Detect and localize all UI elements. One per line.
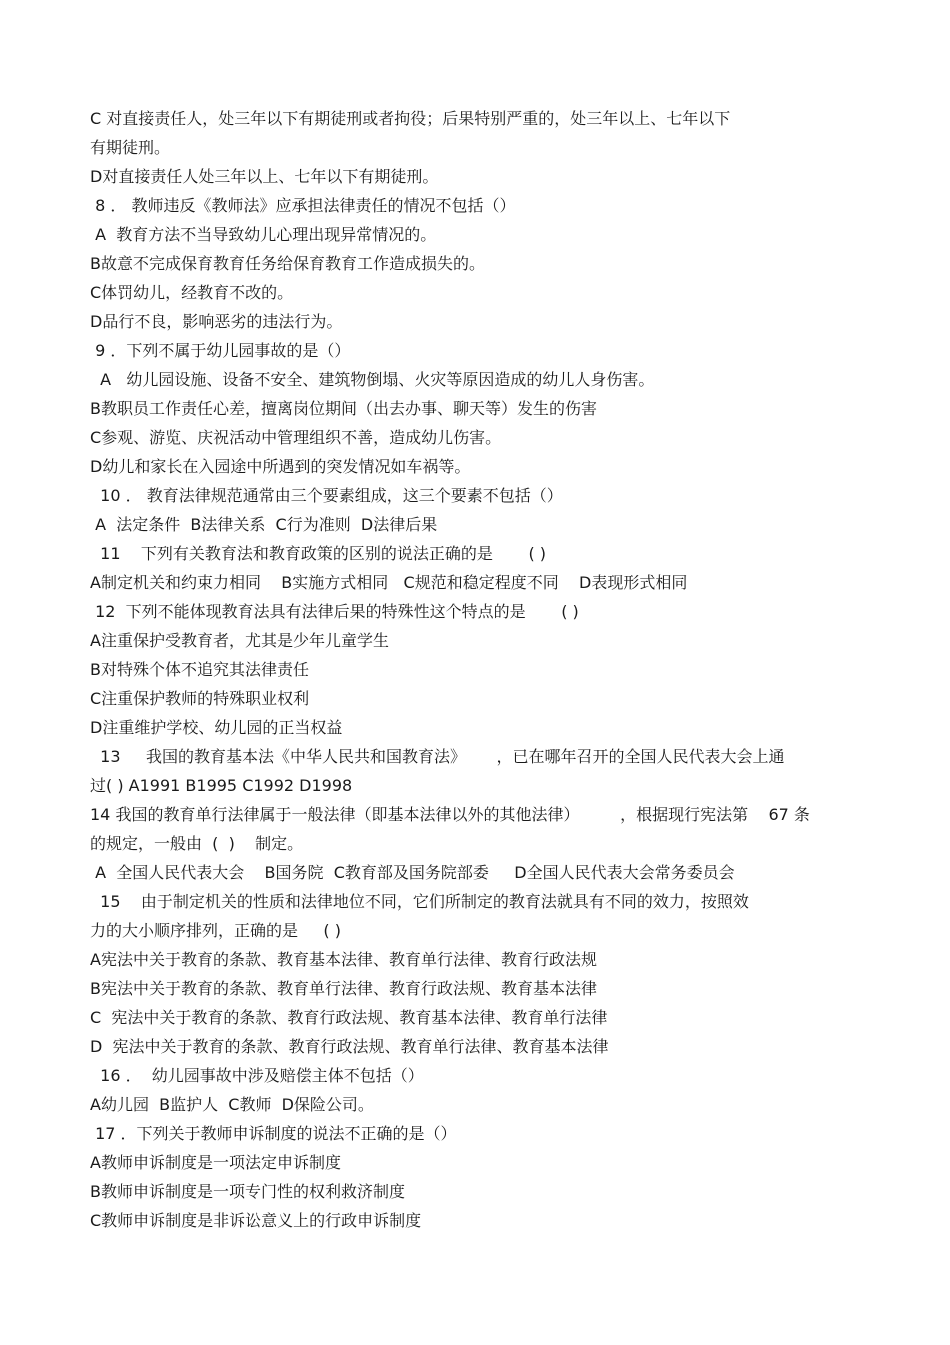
question-10-stem: 10 ． 教育法律规范通常由三个要素组成，这三个要素不包括（） — [90, 486, 563, 505]
question-15-option-a: A宪法中关于教育的条款、教育基本法律、教育单行法律、教育行政法规 — [90, 950, 597, 969]
question-9-option-d: D幼儿和家长在入园途中所遇到的突发情况如车祸等。 — [90, 457, 471, 476]
question-11-stem: 11 下列有关教育法和教育政策的区别的说法正确的是 ( ) — [90, 544, 547, 563]
question-17-option-b: B教师申诉制度是一项专门性的权利救济制度 — [90, 1182, 405, 1201]
text-line-02: 有期徒刑。 — [90, 138, 171, 157]
question-11-options: A制定机关和约束力相同 B实施方式相同 C规范和稳定程度不同 D表现形式相同 — [90, 573, 688, 592]
text-line-01: C 对直接责任人，处三年以下有期徒刑或者拘役；后果特别严重的，处三年以上、七年以下 — [90, 109, 731, 128]
question-15-option-d: D 宪法中关于教育的条款、教育行政法规、教育单行法律、教育基本法律 — [90, 1037, 609, 1056]
question-14-stem-line-1: 14 我国的教育单行法律属于一般法律（即基本法律以外的其他法律） ，根据现行宪法第 67 条 — [90, 805, 810, 824]
question-15-stem-line-2: 力的大小顺序排列，正确的是 ( ) — [90, 921, 342, 940]
question-8-stem: 8 ． 教师违反《教师法》应承担法律责任的情况不包括（） — [90, 196, 516, 215]
question-9-option-a: A 幼儿园设施、设备不安全、建筑物倒塌、火灾等原因造成的幼儿人身伤害。 — [90, 370, 655, 389]
question-17-option-c: C教师申诉制度是非诉讼意义上的行政申诉制度 — [90, 1211, 422, 1230]
text-line-03: D对直接责任人处三年以上、七年以下有期徒刑。 — [90, 167, 439, 186]
question-17-stem: 17 ．下列关于教师申诉制度的说法不正确的是（） — [90, 1124, 457, 1143]
question-9-option-c: C参观、游览、庆祝活动中管理组织不善，造成幼儿伤害。 — [90, 428, 502, 447]
question-15-option-b: B宪法中关于教育的条款、教育单行法律、教育行政法规、教育基本法律 — [90, 979, 597, 998]
question-16-stem: 16 ． 幼儿园事故中涉及赔偿主体不包括（） — [90, 1066, 424, 1085]
question-12-option-d: D注重维护学校、幼儿园的正当权益 — [90, 718, 343, 737]
question-9-option-b: B教职员工作责任心差，擅离岗位期间（出去办事、聊天等）发生的伤害 — [90, 399, 597, 418]
question-13-stem: 13 我国的教育基本法《中华人民共和国教育法》 ，已在哪年召开的全国人民代表大会上通 — [90, 747, 785, 766]
question-8-option-d: D品行不良，影响恶劣的违法行为。 — [90, 312, 343, 331]
question-14-stem-line-2: 的规定，一般由 ( ) 制定。 — [90, 834, 304, 853]
question-15-option-c: C 宪法中关于教育的条款、教育行政法规、教育基本法律、教育单行法律 — [90, 1008, 608, 1027]
question-8-option-c: C体罚幼儿，经教育不改的。 — [90, 283, 294, 302]
question-12-stem: 12 下列不能体现教育法具有法律后果的特殊性这个特点的是 ( ) — [90, 602, 579, 621]
question-8-option-a: A 教育方法不当导致幼儿心理出现异常情况的。 — [90, 225, 437, 244]
question-16-options: A幼儿园 B监护人 C教师 D保险公司。 — [90, 1095, 374, 1114]
document-text-body — [90, 104, 870, 1235]
question-8-option-b: B故意不完成保育教育任务给保育教育工作造成损失的。 — [90, 254, 485, 273]
question-12-option-c: C注重保护教师的特殊职业权利 — [90, 689, 310, 708]
question-14-options: A 全国人民代表大会 B国务院 C教育部及国务院部委 D全国人民代表大会常务委员会 — [90, 863, 735, 882]
question-15-stem-line-1: 15 由于制定机关的性质和法律地位不同，它们所制定的教育法就具有不同的效力，按照效 — [90, 892, 749, 911]
question-12-option-b: B对特殊个体不追究其法律责任 — [90, 660, 309, 679]
question-17-option-a: A教师申诉制度是一项法定申诉制度 — [90, 1153, 341, 1172]
question-9-stem: 9 ．下列不属于幼儿园事故的是（） — [90, 341, 351, 360]
question-12-option-a: A注重保护受教育者，尤其是少年儿童学生 — [90, 631, 389, 650]
question-13-options: 过( ) A1991 B1995 C1992 D1998 — [90, 776, 353, 795]
question-10-options: A 法定条件 B法律关系 C行为准则 D法律后果 — [90, 515, 438, 534]
